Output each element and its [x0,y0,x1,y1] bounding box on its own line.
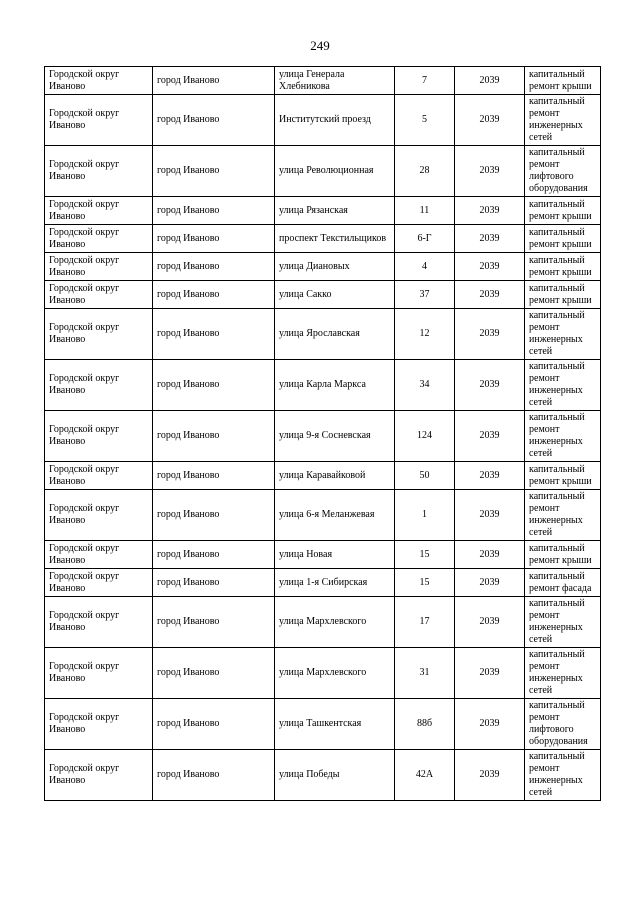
year-cell: 2039 [455,699,525,750]
municipal-district-cell: Городской округ Иваново [45,462,153,490]
street-cell: улица Сакко [275,281,395,309]
house-number-cell: 7 [395,67,455,95]
house-number-cell: 17 [395,597,455,648]
work-type-cell: капитальный ремонт крыши [525,541,601,569]
year-cell: 2039 [455,309,525,360]
table-row [45,281,601,309]
table-row [45,648,601,699]
street-cell: улица Ярославская [275,309,395,360]
street-cell: улица Каравайковой [275,462,395,490]
street-cell: улица Ташкентская [275,699,395,750]
registry-table-body [45,67,601,801]
city-cell: город Иваново [153,225,275,253]
year-cell: 2039 [455,360,525,411]
work-type-cell: капитальный ремонт инженерных сетей [525,597,601,648]
street-cell: улица Победы [275,750,395,801]
table-row [45,569,601,597]
municipal-district-cell: Городской округ Иваново [45,253,153,281]
street-cell: улица Революционная [275,146,395,197]
street-cell: улица Генерала Хлебникова [275,67,395,95]
municipal-district-cell: Городской округ Иваново [45,146,153,197]
municipal-district-cell: Городской округ Иваново [45,411,153,462]
table-row [45,197,601,225]
house-number-cell: 5 [395,95,455,146]
municipal-district-cell: Городской округ Иваново [45,699,153,750]
municipal-district-cell: Городской округ Иваново [45,309,153,360]
city-cell: город Иваново [153,197,275,225]
work-type-cell: капитальный ремонт крыши [525,462,601,490]
work-type-cell: капитальный ремонт крыши [525,67,601,95]
city-cell: город Иваново [153,569,275,597]
year-cell: 2039 [455,569,525,597]
table-row [45,360,601,411]
year-cell: 2039 [455,95,525,146]
house-number-cell: 124 [395,411,455,462]
work-type-cell: капитальный ремонт лифтового оборудования [525,146,601,197]
city-cell: город Иваново [153,281,275,309]
street-cell: улица Карла Маркса [275,360,395,411]
house-number-cell: 28 [395,146,455,197]
city-cell: город Иваново [153,490,275,541]
table-row [45,411,601,462]
work-type-cell: капитальный ремонт инженерных сетей [525,309,601,360]
table-row [45,253,601,281]
house-number-cell: 11 [395,197,455,225]
table-row [45,67,601,95]
city-cell: город Иваново [153,67,275,95]
year-cell: 2039 [455,225,525,253]
municipal-district-cell: Городской округ Иваново [45,541,153,569]
repair-registry-table [44,66,601,801]
house-number-cell: 42А [395,750,455,801]
street-cell: Институтский проезд [275,95,395,146]
street-cell: проспект Текстильщиков [275,225,395,253]
work-type-cell: капитальный ремонт инженерных сетей [525,490,601,541]
city-cell: город Иваново [153,541,275,569]
city-cell: город Иваново [153,146,275,197]
municipal-district-cell: Городской округ Иваново [45,360,153,411]
city-cell: город Иваново [153,597,275,648]
house-number-cell: 88б [395,699,455,750]
table-row [45,490,601,541]
year-cell: 2039 [455,597,525,648]
house-number-cell: 6-Г [395,225,455,253]
work-type-cell: капитальный ремонт инженерных сетей [525,750,601,801]
work-type-cell: капитальный ремонт крыши [525,225,601,253]
work-type-cell: капитальный ремонт крыши [525,253,601,281]
table-row [45,597,601,648]
work-type-cell: капитальный ремонт лифтового оборудования [525,699,601,750]
street-cell: улица Мархлевского [275,597,395,648]
table-row [45,699,601,750]
work-type-cell: капитальный ремонт инженерных сетей [525,648,601,699]
work-type-cell: капитальный ремонт фасада [525,569,601,597]
year-cell: 2039 [455,648,525,699]
table-row [45,95,601,146]
year-cell: 2039 [455,67,525,95]
work-type-cell: капитальный ремонт крыши [525,197,601,225]
municipal-district-cell: Городской округ Иваново [45,648,153,699]
street-cell: улица 9-я Сосневская [275,411,395,462]
street-cell: улица Рязанская [275,197,395,225]
municipal-district-cell: Городской округ Иваново [45,197,153,225]
house-number-cell: 31 [395,648,455,699]
year-cell: 2039 [455,462,525,490]
work-type-cell: капитальный ремонт крыши [525,281,601,309]
city-cell: город Иваново [153,699,275,750]
table-row [45,462,601,490]
municipal-district-cell: Городской округ Иваново [45,95,153,146]
year-cell: 2039 [455,146,525,197]
house-number-cell: 34 [395,360,455,411]
year-cell: 2039 [455,411,525,462]
municipal-district-cell: Городской округ Иваново [45,569,153,597]
house-number-cell: 1 [395,490,455,541]
municipal-district-cell: Городской округ Иваново [45,67,153,95]
house-number-cell: 37 [395,281,455,309]
work-type-cell: капитальный ремонт инженерных сетей [525,360,601,411]
street-cell: улица Мархлевского [275,648,395,699]
work-type-cell: капитальный ремонт инженерных сетей [525,95,601,146]
street-cell: улица 1-я Сибирская [275,569,395,597]
city-cell: город Иваново [153,648,275,699]
street-cell: улица 6-я Меланжевая [275,490,395,541]
city-cell: город Иваново [153,360,275,411]
house-number-cell: 15 [395,541,455,569]
house-number-cell: 12 [395,309,455,360]
street-cell: улица Диановых [275,253,395,281]
table-row [45,541,601,569]
municipal-district-cell: Городской округ Иваново [45,225,153,253]
year-cell: 2039 [455,541,525,569]
table-row [45,225,601,253]
table-row [45,309,601,360]
municipal-district-cell: Городской округ Иваново [45,750,153,801]
work-type-cell: капитальный ремонт инженерных сетей [525,411,601,462]
city-cell: город Иваново [153,253,275,281]
house-number-cell: 15 [395,569,455,597]
page-number: 249 [310,38,330,53]
year-cell: 2039 [455,197,525,225]
year-cell: 2039 [455,750,525,801]
table-row [45,146,601,197]
municipal-district-cell: Городской округ Иваново [45,490,153,541]
city-cell: город Иваново [153,95,275,146]
house-number-cell: 50 [395,462,455,490]
house-number-cell: 4 [395,253,455,281]
street-cell: улица Новая [275,541,395,569]
year-cell: 2039 [455,281,525,309]
city-cell: город Иваново [153,750,275,801]
year-cell: 2039 [455,253,525,281]
city-cell: город Иваново [153,309,275,360]
city-cell: город Иваново [153,411,275,462]
city-cell: город Иваново [153,462,275,490]
table-row [45,750,601,801]
municipal-district-cell: Городской округ Иваново [45,281,153,309]
year-cell: 2039 [455,490,525,541]
municipal-district-cell: Городской округ Иваново [45,597,153,648]
